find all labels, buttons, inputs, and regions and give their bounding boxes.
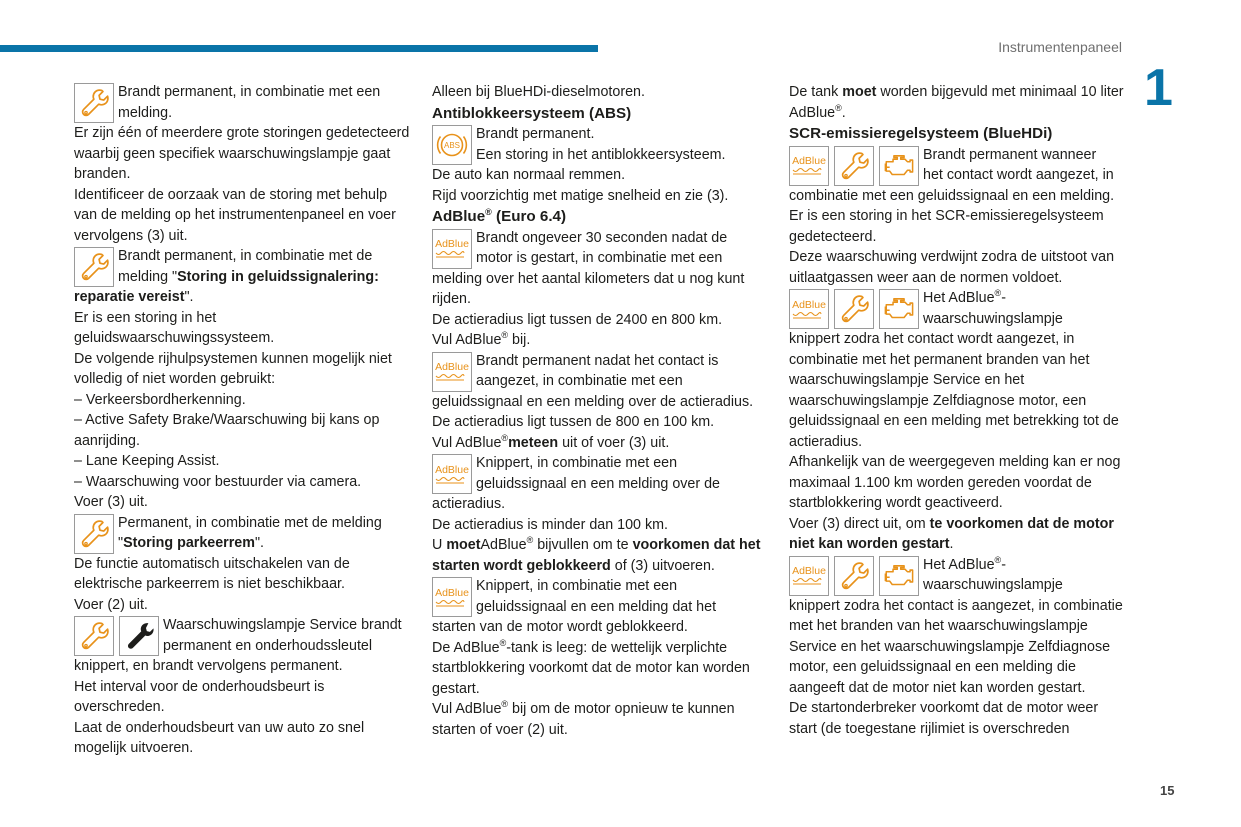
- text-line: waarschuwingslampje: [923, 577, 1063, 593]
- section-heading: [432, 207, 768, 228]
- text-line: Een storing in het antiblokkeersysteem.: [476, 146, 726, 163]
- text-line: -: [1001, 290, 1006, 306]
- section-heading: SCR-emissieregelsysteem (BlueHDi): [789, 125, 1053, 142]
- heading-text: AdBlue: [432, 208, 486, 225]
- bold-text: meteen: [508, 434, 559, 451]
- text-line: melding ": [118, 268, 178, 285]
- bold-text: Storing in geluidssignalering:: [177, 268, 379, 285]
- engine-icon: [879, 289, 919, 329]
- text-line: of (3) uitvoeren.: [610, 557, 715, 574]
- section-heading: Antiblokkeersysteem (ABS): [432, 104, 632, 122]
- text-line: Vul AdBlue: [432, 701, 502, 717]
- text-line: waarschuwingslampje: [923, 310, 1063, 327]
- wrench-icon: [74, 514, 114, 554]
- registered-mark: ®: [501, 699, 509, 710]
- bold-text: moet: [446, 537, 481, 553]
- adblue-icon-label: AdBlue: [435, 463, 469, 476]
- text-line: Knippert, in combinatie met een: [476, 455, 678, 471]
- paragraph: combinatie met een geluidssignaal en een melding.: [789, 187, 1115, 204]
- wrench-icon: [834, 289, 874, 329]
- adblue-icon-label: AdBlue: [435, 361, 469, 373]
- paragraph: Laat de onderhoudsbeurt van uw auto zo snel mogelijk uitvoeren.: [74, 719, 365, 756]
- adblue-icon: [432, 352, 472, 392]
- paragraph: De actieradius is minder dan 100 km.: [432, 516, 669, 533]
- list-item: – Waarschuwing voor bestuurder via camera.: [74, 473, 362, 490]
- warning-icon-group: [432, 125, 472, 165]
- section-title: Instrumentenpaneel: [998, 39, 1122, 55]
- warning-icon-group: [789, 289, 919, 329]
- text-line: aangezet, in combinatie met een: [476, 373, 683, 389]
- chapter-number: 1: [1144, 59, 1173, 117]
- paragraph: actieradius.: [432, 496, 506, 512]
- warning-icon-group: [74, 514, 114, 554]
- registered-mark: ®: [501, 432, 509, 443]
- column-3: [789, 82, 1125, 739]
- paragraph: knippert zodra het contact wordt aangezet, in combinatie met het permanent branden van het waarschuwingslampje Service en het waarschuwingslampje Zelfdiagnose motor, een geluidssignaal en een melding met betrekking tot de actieradius.: [789, 331, 1119, 450]
- paragraph: Identificeer de oorzaak van de storing met behulp van de melding op het instrumentenpaneel en voer vervolgens (3) uit.: [74, 186, 396, 244]
- text-line: worden bijgevuld met minimaal 10 liter AdBlue: [789, 84, 1124, 121]
- text-line: Permanent, in combinatie met de melding: [118, 514, 382, 531]
- paragraph: De actieradius ligt tussen de 2400 en 800 km.: [432, 311, 723, 328]
- engine-icon: [879, 146, 919, 186]
- paragraph: De startonderbreker voorkomt dat de motor weer start (de toegestane rijlimiet is overschreden: [789, 700, 1099, 737]
- warning-icon-group: [74, 83, 114, 123]
- warning-icon-group: [74, 616, 159, 656]
- text-line: ".: [184, 289, 194, 305]
- text-line: geluidssignaal en een melding dat het: [476, 598, 717, 615]
- text-line: Voer (3) direct uit, om: [789, 515, 930, 532]
- warning-icon-group: [432, 577, 472, 617]
- text-line: Brandt ongeveer 30 seconden nadat de: [476, 229, 728, 246]
- list-item: – Active Safety Brake/Waarschuwing bij kans op aanrijding.: [74, 412, 380, 449]
- list-item: – Verkeersbordherkenning.: [74, 391, 246, 408]
- bold-text: voorkomen dat het starten wordt geblokkeerd: [432, 537, 761, 574]
- bold-text: reparatie vereist: [74, 289, 185, 305]
- abs-icon-label: ABS: [443, 141, 461, 150]
- text-line: AdBlue: [480, 537, 527, 553]
- text-line: .: [841, 104, 846, 121]
- list-item: – Lane Keeping Assist.: [74, 453, 220, 469]
- warning-icon-group: [432, 352, 472, 392]
- text-line: Vul AdBlue: [432, 332, 502, 348]
- text-line: bijvullen om te: [533, 537, 633, 553]
- bold-text: moet: [842, 84, 877, 100]
- text-line: Vul AdBlue: [432, 434, 502, 451]
- wrench-icon: [74, 616, 114, 656]
- paragraph: De functie automatisch uitschakelen van de elektrische parkeerrem is niet beschikbaar.: [74, 555, 350, 592]
- paragraph: geluidssignaal en een melding over de actieradius.: [432, 393, 754, 410]
- wrench-icon: [834, 556, 874, 596]
- text-line: -tank is leeg: de wettelijk verplichte startblokkering voorkomt dat de motor kan worden gestart.: [432, 639, 750, 697]
- text-line: melding.: [118, 104, 173, 121]
- column-1: [74, 82, 414, 759]
- registered-mark: ®: [835, 102, 842, 113]
- text-line: Brandt permanent wanneer: [923, 146, 1097, 163]
- paragraph: Alleen bij BlueHDi-dieselmotoren.: [432, 84, 645, 100]
- paragraph: Voer (2) uit.: [74, 596, 148, 613]
- warning-icon-group: [789, 146, 919, 186]
- adblue-icon: [432, 577, 472, 617]
- wrench-icon: [834, 146, 874, 186]
- text-line: U: [432, 537, 447, 553]
- paragraph: Er zijn één of meerdere grote storingen gedetecteerd waarbij geen specifiek waarschuwingslampje gaat branden.: [74, 125, 410, 182]
- text-line: ": [118, 535, 124, 551]
- wrench-icon: [74, 247, 114, 287]
- text-line: -: [1001, 556, 1006, 573]
- text-line: bij.: [508, 332, 531, 348]
- abs-icon: [432, 125, 472, 165]
- text-line: Waarschuwingslampje Service brandt: [163, 617, 402, 633]
- paragraph: Rijd voorzichtig met matige snelheid en zie (3).: [432, 187, 729, 204]
- text-line: Brandt permanent, in combinatie met een: [118, 84, 381, 100]
- text-line: ".: [254, 535, 265, 551]
- paragraph: Het interval voor de onderhoudsbeurt is overschreden.: [74, 678, 325, 715]
- paragraph: De volgende rijhulpsystemen kunnen mogelijk niet volledig of niet worden gebruikt:: [74, 350, 392, 387]
- heading-text: (Euro 6.4): [491, 208, 567, 225]
- warning-icon-group: [789, 556, 919, 596]
- paragraph: melding over het aantal kilometers dat u nog kunt rijden.: [432, 270, 745, 307]
- paragraph: Afhankelijk van de weergegeven melding kan er nog maximaal 1.100 km worden gereden voordat de startblokkering wordt geactiveerd.: [789, 454, 1121, 511]
- page-number: 15: [1160, 783, 1175, 798]
- text-line: Knippert, in combinatie met een: [476, 578, 678, 594]
- wrench-icon: [74, 83, 114, 123]
- paragraph: Er is een storing in het geluidswaarschuwingssysteem.: [74, 309, 275, 346]
- text-line: Brandt permanent, in combinatie met de: [118, 248, 373, 264]
- text-line: Het AdBlue: [923, 290, 995, 306]
- adblue-icon-label: AdBlue: [792, 565, 826, 577]
- spanner-icon: [119, 616, 159, 656]
- warning-icon-group: [432, 229, 472, 269]
- adblue-icon: [789, 556, 829, 596]
- text-line: Brandt permanent nadat het contact is: [476, 352, 719, 369]
- text-line: motor is gestart, in combinatie met een: [476, 250, 723, 266]
- adblue-icon-label: AdBlue: [435, 586, 469, 599]
- warning-icon-group: [432, 454, 472, 494]
- text-line: permanent en onderhoudssleutel: [163, 637, 373, 654]
- adblue-icon: [432, 229, 472, 269]
- bold-text: te voorkomen dat de motor niet kan worden gestart: [789, 515, 1114, 552]
- registered-mark: ®: [526, 535, 534, 546]
- text-line: bij om de motor opnieuw te kunnen starten of voer (2) uit.: [432, 701, 735, 738]
- registered-mark: ®: [994, 288, 1002, 299]
- text-line: geluidssignaal en een melding over de: [476, 475, 721, 492]
- registered-mark: ®: [994, 554, 1002, 565]
- adblue-icon-label: AdBlue: [792, 298, 826, 311]
- adblue-icon-label: AdBlue: [435, 238, 469, 250]
- text-line: het contact wordt aangezet, in: [923, 167, 1114, 183]
- paragraph: Deze waarschuwing verdwijnt zodra de uitstoot van uitlaatgassen weer aan de normen voldoet.: [789, 249, 1115, 286]
- paragraph: Voer (3) uit.: [74, 494, 148, 510]
- text-line: .: [949, 536, 954, 552]
- text-line: uit of voer (3) uit.: [558, 434, 670, 451]
- engine-icon: [879, 556, 919, 596]
- paragraph: knippert, en brandt vervolgens permanent.: [74, 658, 343, 674]
- paragraph: knippert zodra het contact is aangezet, in combinatie met het branden van het waarschuwingslampje Service en het waarschuwingslampje Zelfdiagnose motor, een geluidssignaal en een melding die aangeeft dat de motor niet kan worden gestart.: [789, 597, 1123, 696]
- paragraph: De actieradius ligt tussen de 800 en 100 km.: [432, 414, 715, 430]
- paragraph: starten van de motor wordt geblokkeerd.: [432, 619, 688, 635]
- adblue-icon: [789, 146, 829, 186]
- header-accent-bar: [0, 45, 598, 52]
- adblue-icon: [789, 289, 829, 329]
- paragraph: Er is een storing in het SCR-emissieregelsysteem gedetecteerd.: [789, 208, 1104, 245]
- paragraph: De auto kan normaal remmen.: [432, 167, 626, 183]
- adblue-icon: [432, 454, 472, 494]
- bold-text: Storing parkeerrem: [123, 535, 255, 551]
- column-2: [432, 82, 768, 740]
- text-line: De tank: [789, 84, 843, 100]
- registered-mark: ®: [485, 206, 492, 217]
- registered-mark: ®: [499, 637, 507, 648]
- warning-icon-group: [74, 247, 114, 287]
- text-line: Brandt permanent.: [476, 126, 595, 142]
- text-line: De AdBlue: [432, 639, 500, 656]
- adblue-icon-label: AdBlue: [792, 155, 826, 167]
- registered-mark: ®: [501, 330, 509, 341]
- text-line: Het AdBlue: [923, 556, 995, 573]
